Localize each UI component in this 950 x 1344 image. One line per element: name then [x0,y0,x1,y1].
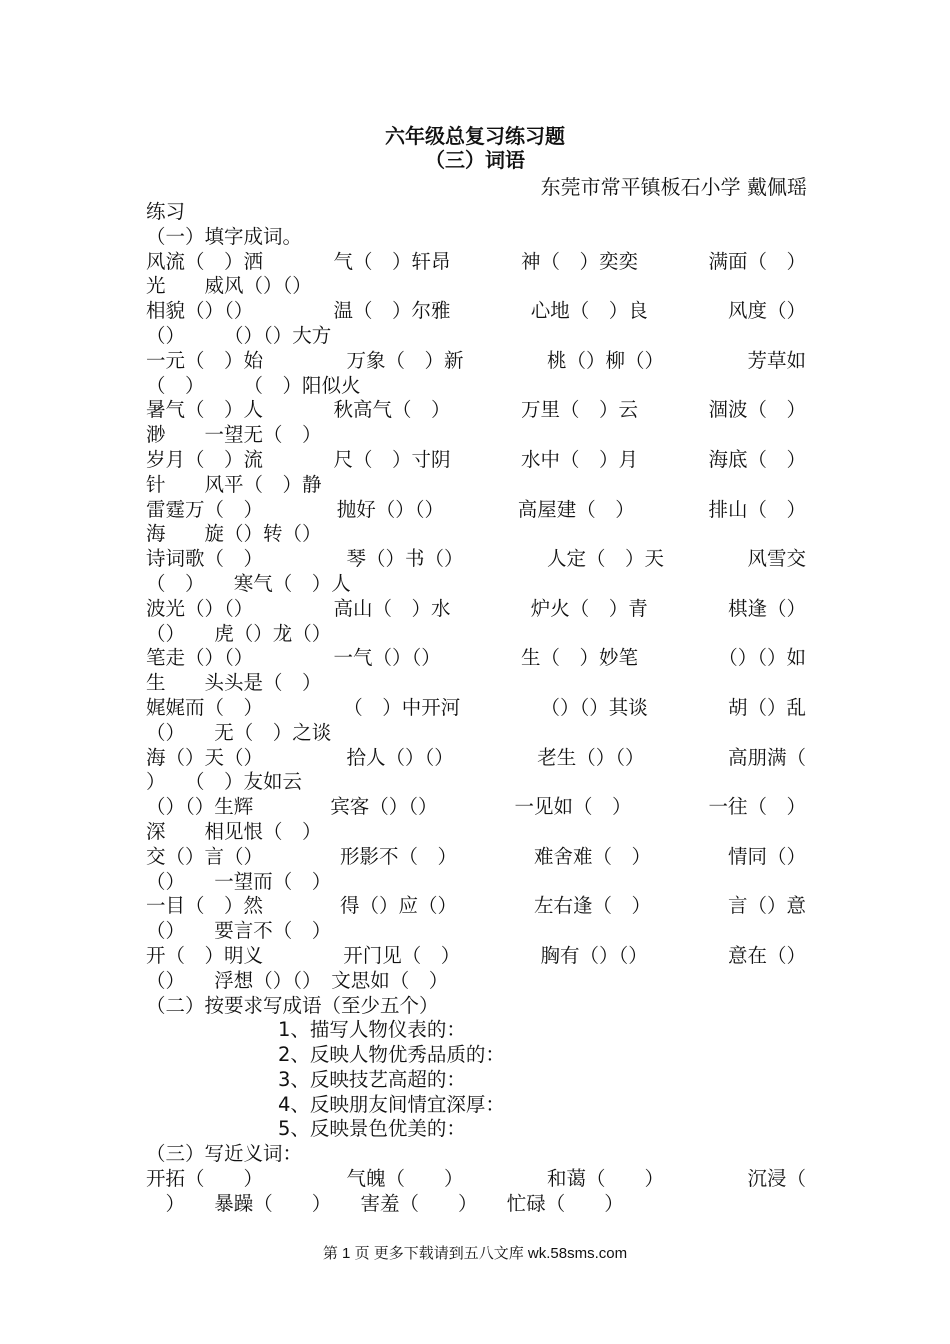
page-footer: 第 1 页 更多下载请到五八文库 wk.58sms.com [322,1245,628,1262]
fill-item: 开（ ）明义 [146,943,264,967]
fill-item: 心地（ ）良 [530,299,648,323]
fill-item: 得（）应（） [339,894,457,918]
fill-item: （）（）其谈 [540,695,648,719]
fill-row-continuation: 生 头头是（ ） [146,671,322,695]
fill-item: 一目（ ）然 [146,894,264,918]
fill-row [146,646,806,671]
fill-item: 高山（ ）水 [333,596,451,620]
synonym-item: 沉浸（ [747,1167,806,1191]
fill-item: 宾客（）（） [330,795,438,819]
synonym-item: 和蔼（ ） [546,1167,664,1191]
part2-item: 3、反映技艺高超的： [278,1067,466,1091]
fill-row [146,894,806,919]
fill-row [146,795,806,820]
fill-row-continuation: （） 一望而（ ） [146,869,332,893]
fill-item: 海底（ ） [708,447,806,471]
fill-item: 难舍难（ ） [533,844,651,868]
page-subtitle: （三）词语 [425,148,525,172]
fill-item: 风雪交 [747,547,806,571]
fill-row-continuation: （） （）（）大方 [146,323,332,347]
fill-item: 言（）意 [727,894,806,918]
fill-item: （）（）如 [718,646,806,670]
fill-item: 开门见（ ） [343,943,461,967]
page-title: 六年级总复习练习题 [385,124,565,148]
exercise-content [146,200,806,1217]
fill-row-continuation: 海 旋（）转（） [146,522,322,546]
fill-item: 涸波（ ） [708,398,806,422]
fill-row-continuation: 渺 一望无（ ） [146,423,322,447]
part1-groups [146,250,806,994]
fill-row [146,448,806,473]
fill-row-continuation: （ ） （ ）阳似火 [146,373,361,397]
fill-row [146,746,806,771]
fill-item: 芳草如 [747,348,806,372]
fill-item: 风流（ ）洒 [146,249,264,273]
fill-item: 棋逢（） [727,596,806,620]
fill-item: 琴（）书（） [346,547,464,571]
fill-row [146,944,806,969]
fill-item: 高朋满（ [727,745,806,769]
fill-item: 桃（）柳（） [546,348,664,372]
fill-item: 暑气（ ）人 [146,398,264,422]
fill-item: 人定（ ）天 [546,547,664,571]
part3-heading: （三）写近义词： [146,1142,303,1166]
fill-item: 一往（ ） [708,795,806,819]
fill-item: 诗词歌（ ） [146,547,264,571]
fill-row-continuation: （） 虎（）龙（） [146,621,332,645]
fill-item: 情同（） [727,844,806,868]
fill-item: 温（ ）尔雅 [333,299,451,323]
fill-item: 抛好（）（） [336,497,444,521]
fill-item: 胸有（）（） [540,943,648,967]
fill-item: 雷霆万（ ） [146,497,264,521]
fill-row [146,845,806,870]
fill-item: 水中（ ）月 [520,447,638,471]
part3-row-continuation: ） 暴躁（ ） 害羞（ ） 忙碌（ ） [146,1191,624,1215]
fill-item: 意在（） [727,943,806,967]
fill-row-continuation: 深 相见恨（ ） [146,819,322,843]
fill-row-continuation: （ ） 寒气（ ）人 [146,571,351,595]
fill-item: 相貌（）（） [146,299,254,323]
part2-item: 1、描写人物仪表的： [278,1018,466,1042]
fill-item: 气（ ）轩昂 [333,249,451,273]
fill-item: 尺（ ）寸阴 [333,447,451,471]
fill-row-continuation: （） 浮想（）（） 文思如（ ） [146,968,449,992]
fill-row [146,250,806,275]
fill-row [146,547,806,572]
author-line: 东莞市常平镇板石小学 戴佩瑶 [540,175,807,199]
fill-item: 笔走（）（） [146,646,254,670]
fill-item: 胡（）乱 [727,695,806,719]
fill-row-continuation: ） （ ）友如云 [146,770,303,794]
fill-item: 满面（ ） [708,249,806,273]
fill-row-continuation: 光 威风（）（） [146,274,312,298]
part2-item: 5、反映景色优美的： [278,1117,466,1141]
fill-item: 万象（ ）新 [346,348,464,372]
fill-item: 波光（）（） [146,596,254,620]
part2-item: 4、反映朋友间情宜深厚： [278,1092,505,1116]
fill-item: 左右逢（ ） [533,894,651,918]
fill-item: 岁月（ ）流 [146,447,264,471]
fill-row [146,299,806,324]
part2-item: 2、反映人物优秀品质的： [278,1043,505,1067]
fill-item: 海（）天（） [146,745,264,769]
fill-item: （）（）生辉 [146,795,254,819]
fill-item: 生（ ）妙笔 [520,646,638,670]
fill-row-continuation: （） 无（ ）之谈 [146,720,332,744]
fill-item: 娓娓而（ ） [146,695,264,719]
part3-row [146,1167,806,1192]
fill-item: 神（ ）奕奕 [520,249,638,273]
fill-item: 万里（ ）云 [520,398,638,422]
fill-row [146,696,806,721]
fill-item: 炉火（ ）青 [530,596,648,620]
fill-item: 高屋建（ ） [517,497,635,521]
synonym-item: 开拓（ ） [146,1167,264,1191]
fill-item: 形影不（ ） [339,844,457,868]
fill-item: 排山（ ） [708,497,806,521]
section-label: 练习 [146,200,186,223]
synonym-item: 气魄（ ） [346,1167,464,1191]
fill-row [146,498,806,523]
fill-row-continuation: （） 要言不（ ） [146,919,332,943]
fill-item: （ ）中开河 [343,695,461,719]
fill-item: 秋高气（ ） [333,398,451,422]
fill-row [146,597,806,622]
fill-item: 老生（）（） [537,745,645,769]
part1-heading: （一）填字成词。 [146,224,303,248]
fill-item: 一见如（ ） [514,795,632,819]
fill-item: 风度（） [727,299,806,323]
fill-row [146,398,806,423]
part2-heading: （二）按要求写成语（至少五个） [146,993,439,1017]
fill-item: 一气（）（） [333,646,441,670]
fill-item: 拾人（）（） [346,745,454,769]
fill-item: 交（）言（） [146,844,264,868]
fill-item: 一元（ ）始 [146,348,264,372]
fill-row [146,349,806,374]
fill-row-continuation: 针 风平（ ）静 [146,472,322,496]
